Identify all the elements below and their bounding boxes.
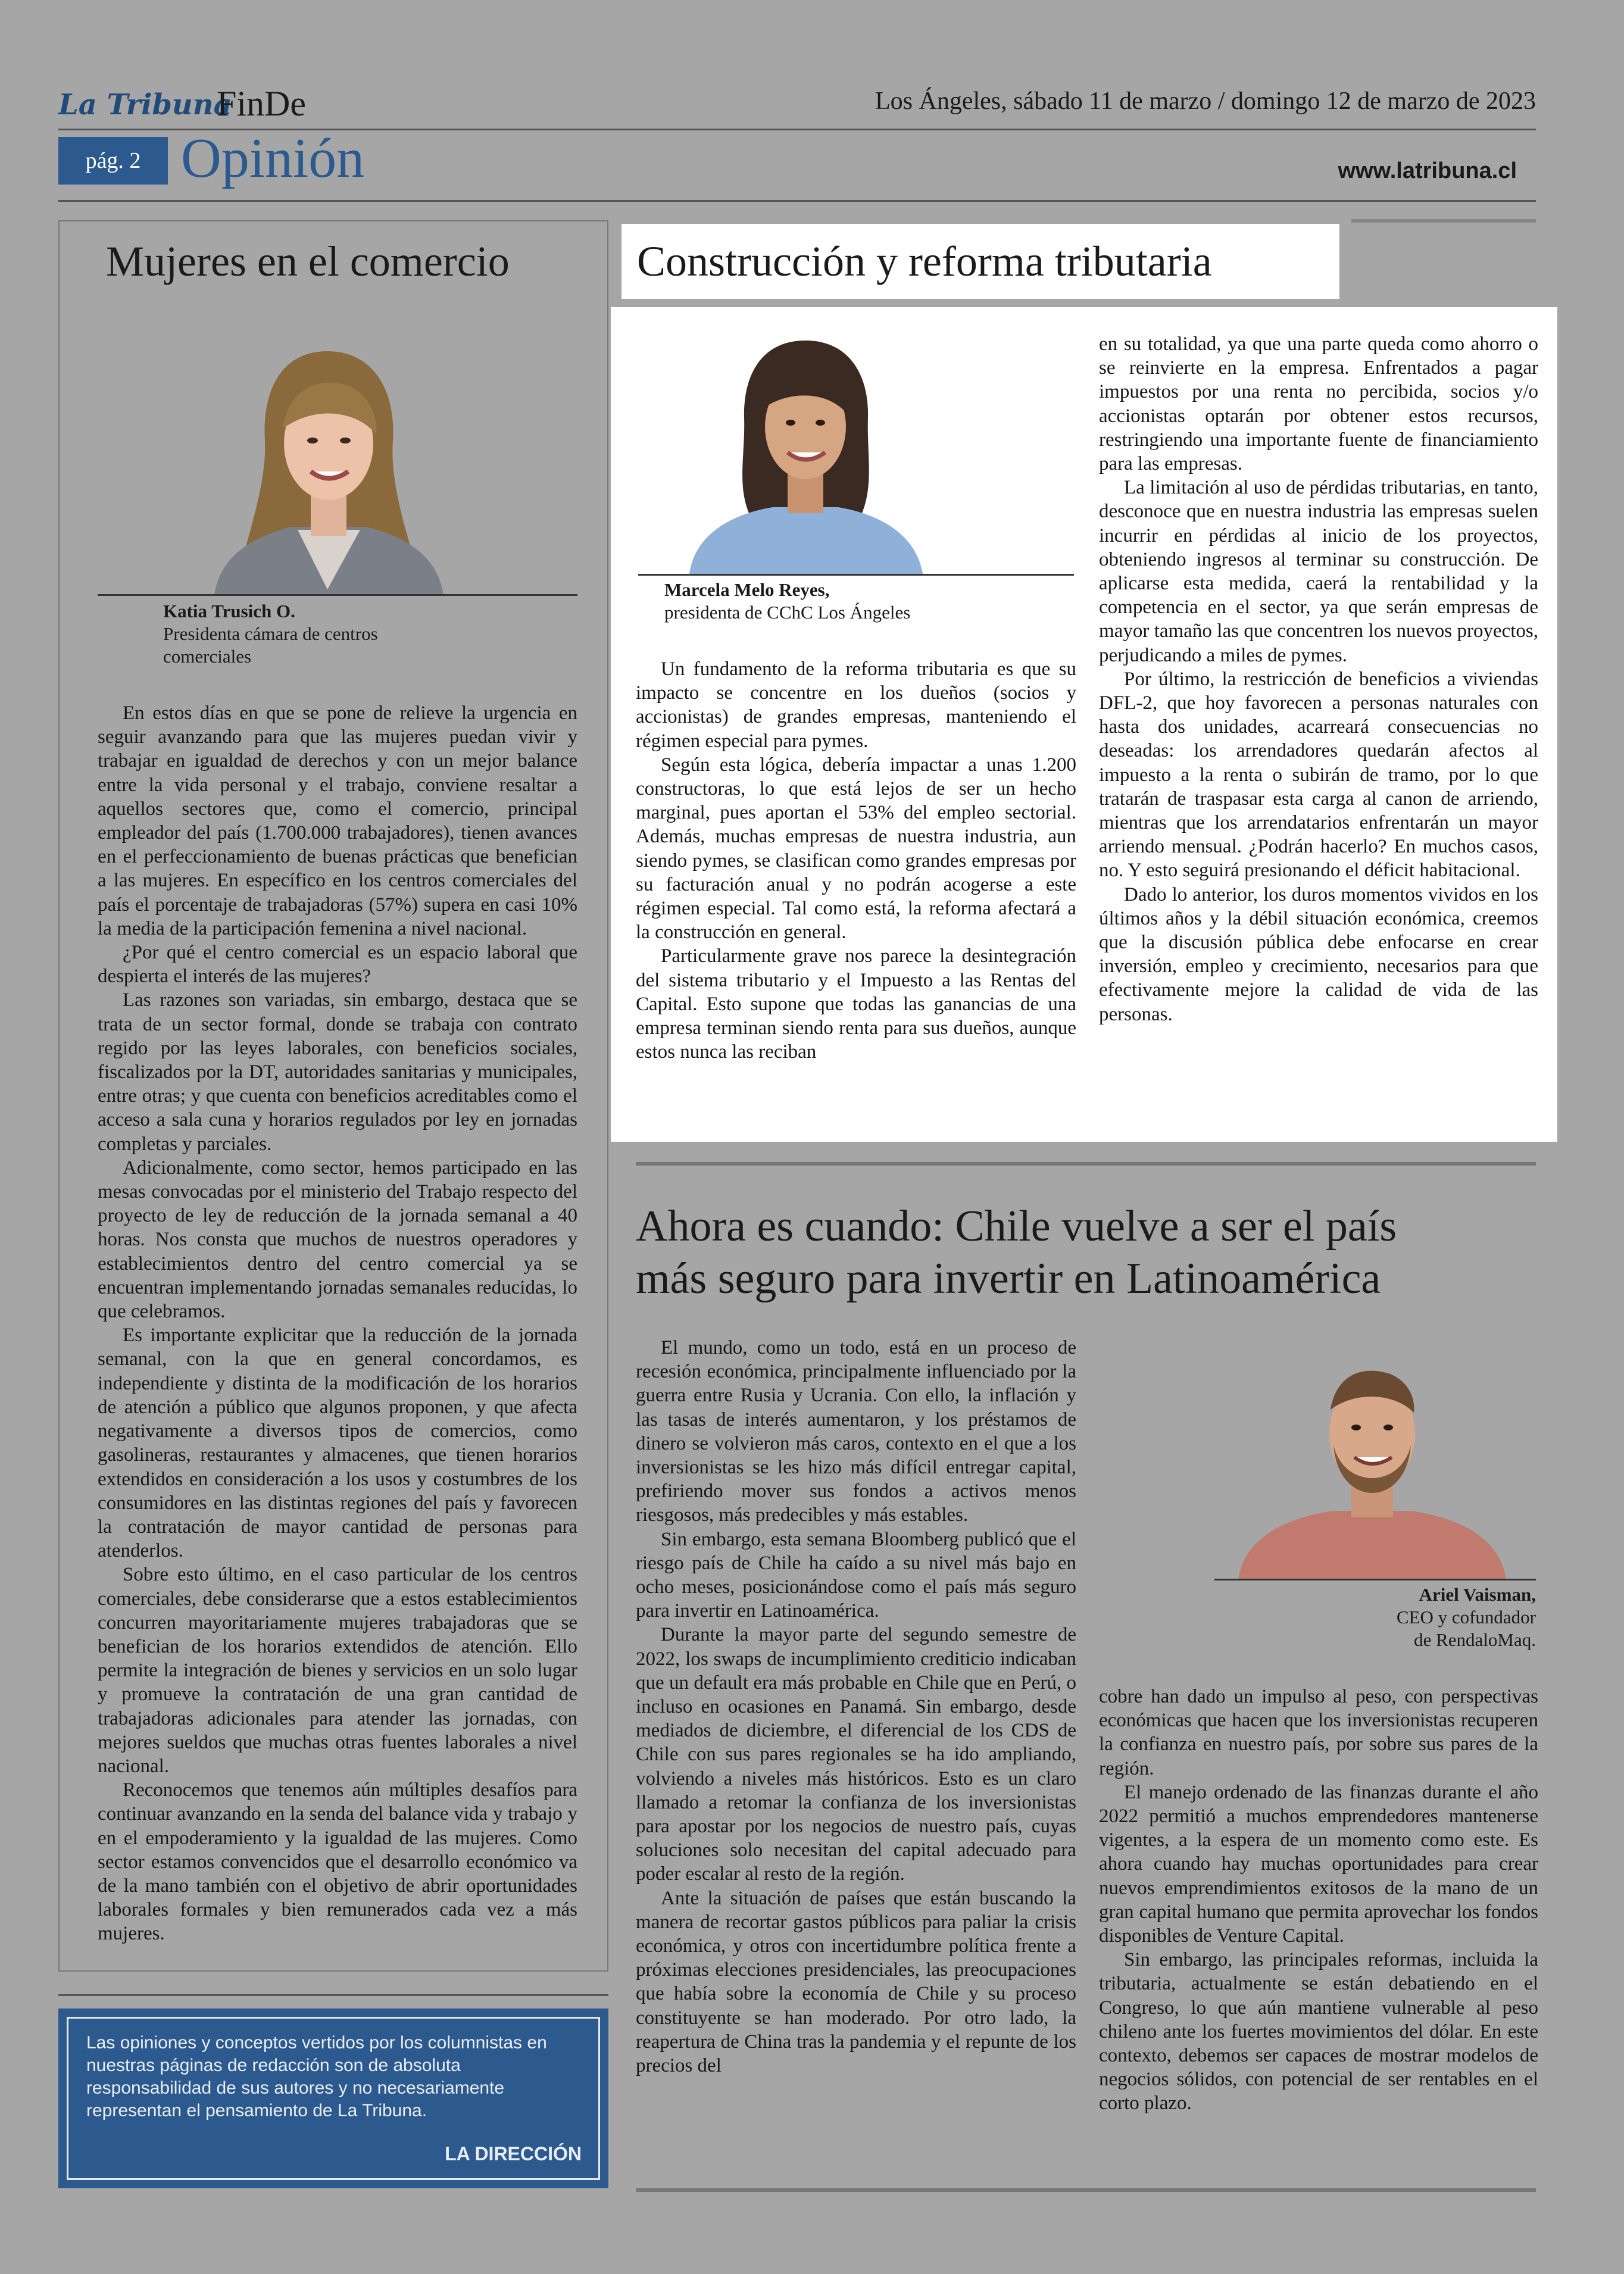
paragraph: Las razones son variadas, sin embargo, destaca que se trata de un sector formal, donde se trabaja con contrato regido por las leyes laborales, con beneficios sociales, fiscalizados por la DT, autoridades sanitarias y municipales, entre otras; y que cuenta con beneficios acreditables como el acceso a sala cuna y horarios regulados por ley en jornadas completas y parciales.: [98, 989, 577, 1155]
article-body: [98, 701, 577, 1946]
paragraph: En estos días en que se pone de relieve la urgencia en seguir avanzando para que las mujeres puedan vivir y trabajar en igualdad de derechos y con un mejor balance entre la vida personal y el trabajo, conviene resaltar a aquellos sectores que, como el comercio, principal empleador del país (1.700.000 trabajadores), tienen avances en el perfeccionamiento de buenas prácticas que benefician a las mujeres. En específico en los centros comerciales del país el porcentaje de trabajadoras (57%) supera en casi 10% la media de la participación femenina a nivel nacional.: [98, 702, 577, 939]
caption-rule: [98, 594, 577, 596]
article-body-col1: [636, 657, 1076, 1064]
article-title: Construcción y reforma tributaria: [637, 238, 1212, 285]
paragraph: Ante la situación de países que están buscando la manera de recortar gastos públicos para paliar la crisis económica, y otros con incertidumbre política frente a próximas elecciones presidenciales, las preocupaciones que había sobre la economía de Chile y su proceso constituyente se han moderado. Por otro lado, la reapertura de China tras la pandemia y el repunte de los precios del: [636, 1887, 1076, 2077]
portrait-icon: [208, 339, 449, 595]
author-role: de RendaloMaq.: [1414, 1629, 1536, 1650]
newspaper-logo: La Tribuna: [58, 88, 232, 121]
paragraph: El mundo, como un todo, está en un proceso de recesión económica, principalmente influenciado por la guerra entre Rusia y Ucrania. Con ello, la inflación y las tasas de interés aumentaron, y los préstamos de dinero se volvieron más caros, contexto en el que a los inversionistas se les hizo más difícil entregar capital, prefiriendo mover sus fondos a activos menos riesgosos, más predecibles y más estables.: [636, 1337, 1076, 1526]
paragraph: Sin embargo, las principales reformas, incluida la tributaria, actualmente se están debatiendo en el Congreso, lo que aún mantiene vulnerable al peso chileno ante los fuertes movimientos del dólar. En este contexto, debemos ser capaces de mostrar modelos de negocios sólidos, con potencial de ser rentables en el corto plazo.: [1099, 1949, 1538, 2114]
article-title: Mujeres en el comercio: [106, 238, 510, 285]
portrait-icon: [677, 335, 935, 574]
article-title-line1: Ahora es cuando: Chile vuelve a ser el país: [636, 1202, 1397, 1251]
author-photo-ariel: [1214, 1344, 1530, 1580]
disclaimer-rule: [58, 1994, 608, 1996]
paragraph: Un fundamento de la reforma tributaria es que su impacto se concentre en los dueños (socios y accionistas) de grandes empresas, manteniendo el régimen especial para pymes.: [636, 658, 1076, 752]
section-title: Opinión: [181, 127, 365, 189]
author-name: Ariel Vaisman,: [1419, 1584, 1536, 1605]
paragraph: Dado lo anterior, los duros momentos vividos en los últimos años y la débil situación económica, creemos que la discusión pública debe enfocarse en crear inversión, empleo y crecimiento, necesarios para que efectivamente mejore la calidad de vida de las personas.: [1099, 883, 1538, 1025]
paragraph-continued: en su totalidad, ya que una parte queda como ahorro o se reinvierte en la empresa. Enfrentados a pagar impuestos por una renta no percibida, socios y/o accionistas optarán por obtener estos recursos, restringiendo una importante fuente de financiamiento para las empresas.: [1099, 333, 1538, 475]
bottom-rule: [636, 2188, 1536, 2192]
author-role: comerciales: [163, 646, 252, 667]
portrait-icon: [1214, 1344, 1530, 1580]
paragraph: Particularmente grave nos parece la desintegración del sistema tributario y el Impuesto a las Rentas del Capital. Esto supone que todas las ganancias de una empresa terminan siendo renta para sus dueños, aunque estos nunca las reciban: [636, 945, 1076, 1063]
author-caption-ariel: [1250, 1583, 1536, 1651]
paragraph-continued: cobre han dado un impulso al peso, con perspectivas económicas que hacen que los inversionistas recuperen la confianza en nuestro país, por sobre sus pares de la región.: [1099, 1686, 1538, 1779]
paragraph: Durante la mayor parte del segundo semestre de 2022, los swaps de incumplimiento crediticio indicaban que un default era más probable en Chile que en Perú, o incluso en ocasiones en Panamá. Sin embargo, desde mediados de diciembre, el diferencial de los CDS de Chile con sus pares regionales se ha ido ampliando, volviendo a niveles más históricos. Esto es un claro llamado a retomar la confianza de los inversionistas para apostar por los negocios de nuestro país, cuyas soluciones solo necesitan del capital adecuado para poder escalar al resto de la región.: [636, 1624, 1076, 1885]
paragraph: Es importante explicitar que la reducción de la jornada semanal, con la que en general concordamos, es independiente y distinta de la modificación de los horarios de atención a público que algunos proponen, y que afecta negativamente a diversos tipos de comercios, como gasolineras, restaurantes y almacenes, que tienen horarios extendidos en consideración a los usos y costumbres de los consumidores en las distintas regiones del país y favorecen la contratación de mayor cantidad de personas para atenderlos.: [98, 1325, 577, 1562]
author-caption-katia: [163, 600, 461, 668]
title-side-rule: [1351, 219, 1536, 223]
dateline: Los Ángeles, sábado 11 de marzo / domingo 12 de marzo de 2023: [875, 88, 1536, 115]
editorial-disclaimer: [58, 2009, 608, 2188]
author-photo-katia: [208, 339, 449, 595]
website-link[interactable]: www.latribuna.cl: [1338, 158, 1517, 183]
article-body-col2: [1099, 1685, 1538, 2116]
article-body-col1: [636, 1336, 1076, 2078]
article-body-col2: [1099, 332, 1538, 1026]
author-name: Katia Trusich O.: [163, 601, 295, 621]
author-role: presidenta de CChC Los Ángeles: [664, 602, 911, 623]
paragraph: Según esta lógica, debería impactar a unas 1.200 constructoras, lo que está lejos de ser un hecho marginal, pues aportan el 53% del empleo sectorial. Además, muchas empresas de nuestra industria, aun siendo pymes, se clasifican como grandes empresas por su facturación anual y no podrán acogerse a este régimen especial. Tal como está, la reforma afectará a la construcción en general.: [636, 754, 1076, 944]
paragraph: Sin embargo, esta semana Bloomberg publicó que el riesgo país de Chile ha caído a su nivel más bajo en ocho meses, posicionándose como el país más seguro para invertir en Latinoamérica.: [636, 1528, 1076, 1622]
author-role: CEO y cofundador: [1396, 1607, 1536, 1628]
caption-rule: [1214, 1579, 1536, 1580]
paragraph: Sobre esto último, en el caso particular de los centros comerciales, debe considerarse que a estos establecimientos concurren mayoritariamente mujeres trabajadoras que se benefician de los horarios extendidos de atención. Ello permite la integración de bienes y servicios en un solo lugar y promueve la contratación de una gran cantidad de trabajadoras adicionales para atender las jornadas, con mejores sueldos que muchas otras fuentes laborales a nivel nacional.: [98, 1564, 577, 1777]
article-title-line2: más seguro para invertir en Latinoamérica: [636, 1254, 1381, 1303]
paragraph: Por último, la restricción de beneficios a viviendas DFL-2, que hoy favorecen a personas naturales con hasta dos unidades, acarreará consecuencias no deseadas: los arrendadores quedarán afectos al impuesto a la renta o subirán de tramo, por lo que tratarán de traspasar esta carga al canon de arriendo, mientras que los arrendatarios enfrentarán un mayor arriendo mensual. ¿Podrán hacerlo? En muchos casos, no. Y esto seguirá presionando el déficit habitacional.: [1099, 668, 1538, 882]
author-caption-marcela: [664, 579, 1057, 624]
article-separator: [636, 1162, 1536, 1166]
caption-rule: [638, 574, 1074, 576]
disclaimer-signature: LA DIRECCIÓN: [445, 2143, 582, 2164]
paragraph: La limitación al uso de pérdidas tributarias, en tanto, desconoce que en nuestra industria las empresas suelen incurrir en pérdidas al inicio de los proyectos, obteniendo ingresos al terminar su construcción. De aplicarse esta medida, caerá la rentabilidad y la competencia en el sector, ya que serán empresas de mayor tamaño las que concentren los nuevos proyectos, perjudicando a miles de pymes.: [1099, 477, 1538, 666]
paragraph: El manejo ordenado de las finanzas durante el año 2022 permitió a muchos emprendedores mantenerse vigentes, a la espera de un momento como este. Es ahora cuando hay muchas oportunidades para crear nuevos emprendimientos exitosos de la mano de un gran capital humano que permita aprovechar los fondos disponibles de Venture Capital.: [1099, 1781, 1538, 1947]
disclaimer-frame: [67, 2017, 600, 2180]
author-name: Marcela Melo Reyes,: [664, 579, 830, 600]
header-rule-bottom: [58, 200, 1536, 202]
paragraph: ¿Por qué el centro comercial es un espacio laboral que despierta el interés de las mujeres?: [98, 942, 577, 988]
supplement-name: FinDe: [217, 84, 306, 123]
author-role: Presidenta cámara de centros: [163, 623, 378, 644]
paragraph: Adicionalmente, como sector, hemos participado en las mesas convocadas por el ministerio del Trabajo respecto del proyecto de ley de reducción de la jornada semanal a 40 horas. Nos consta que muchos de nuestros operadores y establecimientos dentro del centro comercial ya se encuentran implementando jornadas semanales reducidas, lo que celebramos.: [98, 1157, 577, 1323]
page-number-badge: pág. 2: [58, 137, 168, 185]
disclaimer-text: Las opiniones y conceptos vertidos por los columnistas en nuestras páginas de redacción son de absoluta responsabilidad de sus autores y no necesariamente representan el pensamiento de La Tribuna.: [86, 2033, 547, 2120]
author-photo-marcela: [677, 335, 935, 574]
paragraph: Reconocemos que tenemos aún múltiples desafíos para continuar avanzando en la senda del balance vida y trabajo y en el empoderamiento y la igualdad de las mujeres. Como sector estamos convencidos que el desarrollo económico va de la mano también con el objetivo de abrir oportunidades laborales formales y bien remunerados cada vez a más mujeres.: [98, 1779, 577, 1945]
